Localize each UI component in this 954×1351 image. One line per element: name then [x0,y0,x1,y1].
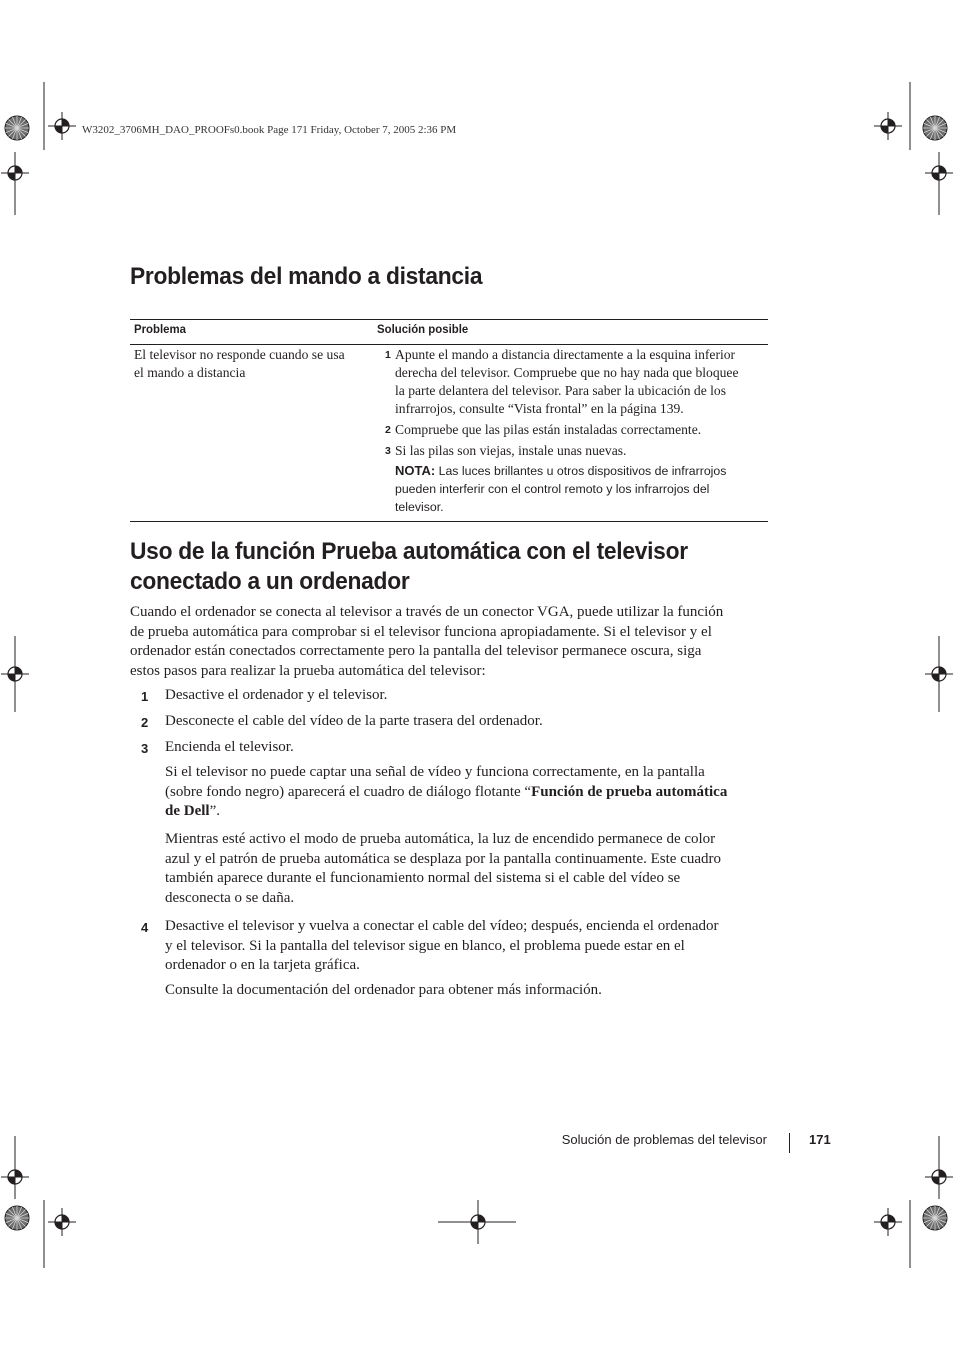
footer-section-name: Solución de problemas del televisor [561,1132,767,1147]
intro-line: estos pasos para realizar la prueba automática del televisor: [130,662,486,679]
note-line: televisor. [395,500,444,514]
print-header: W3202_3706MH_DAO_PROOFs0.book Page 171 Friday, October 7, 2005 2:36 PM [82,124,457,136]
table-problem-cell [134,346,374,382]
list-item-4 [165,917,765,976]
closing-paragraph: Consulte la documentación del ordenador para obtener más información. [165,982,602,998]
page-number: 171 [809,1132,831,1147]
solution-step-number: 3 [385,445,391,457]
list-number: 3 [141,741,149,756]
problem-line: El televisor no responde cuando se usa [134,347,345,362]
step3-detail-paragraph [165,763,765,822]
dialog-name: Función de prueba automática [531,783,728,800]
table-header-problem: Problema [134,322,186,336]
more-line: Mientras esté activo el modo de prueba automática, la luz de encendido permanece de color [165,831,716,847]
list-number: 2 [141,715,149,730]
solution-step-number: 2 [385,424,391,436]
intro-line: ordenador están conectados correctamente pero la pantalla del televisor permanece oscura, siga [130,643,702,659]
solution-line: la parte delantera del televisor. Para saber la ubicación de los [395,383,727,398]
dialog-name: de Dell [165,803,210,819]
title-line: Uso de la función Prueba automática con el televisor [130,538,688,565]
section-title-remote: Problemas del mando a distancia [130,263,483,290]
step4-line: ordenador o en la tarjeta gráfica. [165,957,360,973]
list-item-1: Desactive el ordenador y el televisor. [165,687,388,703]
table-top-rule [130,319,768,320]
solution-step-3: Si las pilas son viejas, instale unas nuevas. [395,443,627,458]
solution-line: Apunte el mando a distancia directamente a la esquina inferior [395,347,736,362]
step3-more-paragraph [165,830,765,908]
detail-line: (sobre fondo negro) aparecerá el cuadro de diálogo flotante “ [165,783,532,800]
list-number: 4 [141,920,149,935]
list-item-3: Encienda el televisor. [165,739,294,755]
table-bottom-rule [130,521,768,522]
solution-step-2: Compruebe que las pilas están instaladas correctamente. [395,422,702,437]
step4-line: Desactive el televisor y vuelva a conectar el cable del vídeo; después, encienda el ordenador [165,918,719,934]
detail-line: ”. [209,803,220,819]
intro-line: Cuando el ordenador se conecta al televisor a través de un conector VGA, puede utilizar la función [130,604,724,620]
section-title-selftest [130,537,688,597]
solution-line: infrarrojos, consulte “Vista frontal” en la página 139. [395,401,684,416]
table-header-solution: Solución posible [377,322,469,336]
solution-step-number: 1 [385,349,391,361]
intro-line: de prueba automática para comprobar si el televisor funciona apropiadamente. Si el televisor y el [130,623,712,640]
step4-line: y el televisor. Si la pantalla del televisor sigue en blanco, el problema puede estar en el [165,937,685,954]
detail-line: Si el televisor no puede captar una señal de vídeo y funciona correctamente, en la pantalla [165,764,705,780]
more-line: desconecta o se daña. [165,889,295,906]
list-number: 1 [141,689,149,704]
note-block [395,462,767,516]
more-line: también aparece durante el funcionamiento normal del sistema si el cable del vídeo se [165,870,681,886]
note-line: Las luces brillantes u otros dispositivos de infrarrojos [438,464,727,478]
footer-separator [789,1133,790,1153]
solution-step-1 [395,346,767,418]
problem-line: el mando a distancia [134,365,246,380]
more-line: azul y el patrón de prueba automática se desplaza por la pantalla continuamente. Este cuadro [165,850,722,867]
intro-paragraph [130,603,766,681]
note-label: NOTA: [395,463,436,478]
table-header-rule [130,344,768,345]
list-item-2: Desconecte el cable del vídeo de la parte trasera del ordenador. [165,713,543,729]
note-line: pueden interferir con el control remoto y los infrarrojos del [395,482,710,496]
solution-line: derecha del televisor. Compruebe que no hay nada que bloquee [395,365,739,380]
title-line: conectado a un ordenador [130,568,410,595]
